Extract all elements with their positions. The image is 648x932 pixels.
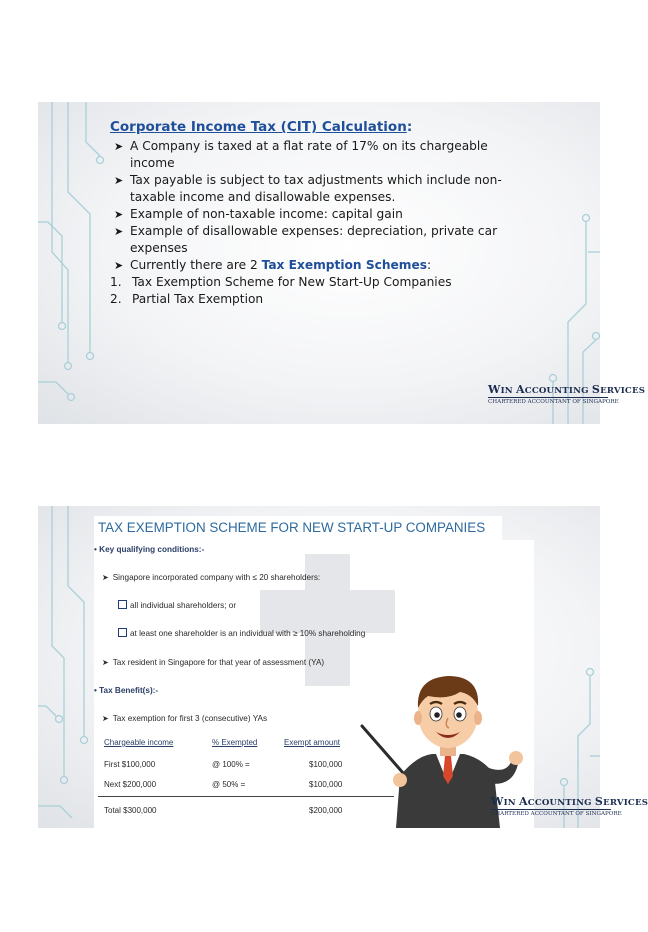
table-cell: $100,000 [309, 760, 343, 769]
slide1-title [110, 119, 510, 136]
condition-item: ➤ Tax resident in Singapore for that year of assessment (YA) [102, 658, 325, 667]
slide1-title-text: Corporate Income Tax (CIT) Calculation [110, 119, 407, 135]
bullet-text: Example of non-taxable income: capital gain [130, 207, 403, 221]
slide1-title-colon: : [406, 119, 413, 135]
table-cell: Next $200,000 [104, 780, 157, 789]
table-cell: First $100,000 [104, 760, 156, 769]
item-number: 2. [110, 292, 122, 306]
logo-subtitle: CHARTERED ACCOUNTANT OF SINGAPORE [488, 399, 619, 405]
condition-subitem: all individual shareholders; or [118, 600, 236, 610]
logo-subtitle: CHARTERED ACCOUNTANT OF SINGAPORE [491, 811, 622, 817]
table-cell: @ 100% = [212, 760, 250, 769]
triangle-bullet-icon: ➤ [102, 573, 109, 582]
slide2-body [94, 540, 534, 828]
bullet-highlight: Tax Exemption Schemes [261, 258, 427, 272]
item-text: Tax Exemption Scheme for New Start-Up Companies [132, 275, 452, 289]
table-divider [98, 796, 394, 797]
arrow-bullet-icon: ➤ [114, 140, 124, 153]
slide2-title: TAX EXEMPTION SCHEME FOR NEW START-UP COMPANIES [94, 516, 502, 540]
company-logo: WIN ACCOUNTING SERVICES CHARTERED ACCOUNTANT OF SINGAPORE [488, 383, 646, 405]
slide-cit-calculation [38, 102, 646, 424]
slide1-content [110, 119, 510, 308]
triangle-bullet-icon: ➤ [102, 658, 109, 667]
bullet-item [110, 223, 510, 257]
numbered-item [110, 274, 510, 291]
bullet-text: A Company is taxed at a flat rate of 17% on its chargeable income [130, 139, 488, 170]
numbered-item [110, 291, 510, 308]
bullet-text: Tax payable is subject to tax adjustments which include non-taxable income and disallowable expenses. [130, 173, 502, 204]
key-conditions-heading: • Key qualifying conditions:- [94, 545, 205, 554]
company-logo: WIN ACCOUNTING SERVICES CHARTERED ACCOUNTANT OF SINGAPORE [491, 795, 648, 817]
bullet-item [110, 257, 510, 274]
arrow-bullet-icon: ➤ [114, 259, 124, 272]
table-total-label: Total $300,000 [104, 806, 157, 815]
bullet-text-suffix: : [426, 258, 432, 272]
triangle-bullet-icon: ➤ [102, 714, 109, 723]
table-cell: $100,000 [309, 780, 343, 789]
checkbox-icon [118, 600, 127, 609]
table-cell: @ 50% = [212, 780, 246, 789]
arrow-bullet-icon: ➤ [114, 225, 124, 238]
arrow-bullet-icon: ➤ [114, 208, 124, 221]
checkbox-icon [118, 628, 127, 637]
bullet-item [110, 172, 510, 206]
item-text: Partial Tax Exemption [132, 292, 264, 306]
table-header-amount: Exempt amount [284, 738, 341, 747]
bullet-item [110, 138, 510, 172]
medical-cross-bar [260, 590, 395, 633]
table-header-income: Chargeable income [104, 738, 174, 747]
table-header-exempted: % Exempted [212, 738, 258, 747]
slide-startup-exemption [38, 506, 648, 828]
bullet-text: Example of disallowable expenses: depreciation, private car expenses [130, 224, 498, 255]
item-number: 1. [110, 275, 122, 289]
tax-benefits-heading: • Tax Benefit(s):- [94, 686, 159, 695]
bullet-text-prefix: Currently there are 2 [130, 258, 262, 272]
arrow-bullet-icon: ➤ [114, 174, 124, 187]
benefit-item: ➤ Tax exemption for first 3 (consecutive) YAs [102, 714, 268, 723]
condition-item: ➤ Singapore incorporated company with ≤ 20 shareholders: [102, 573, 321, 582]
condition-subitem: at least one shareholder is an individual with ≥ 10% shareholding [118, 628, 365, 638]
bullet-item [110, 206, 510, 223]
table-total-amount: $200,000 [309, 806, 343, 815]
